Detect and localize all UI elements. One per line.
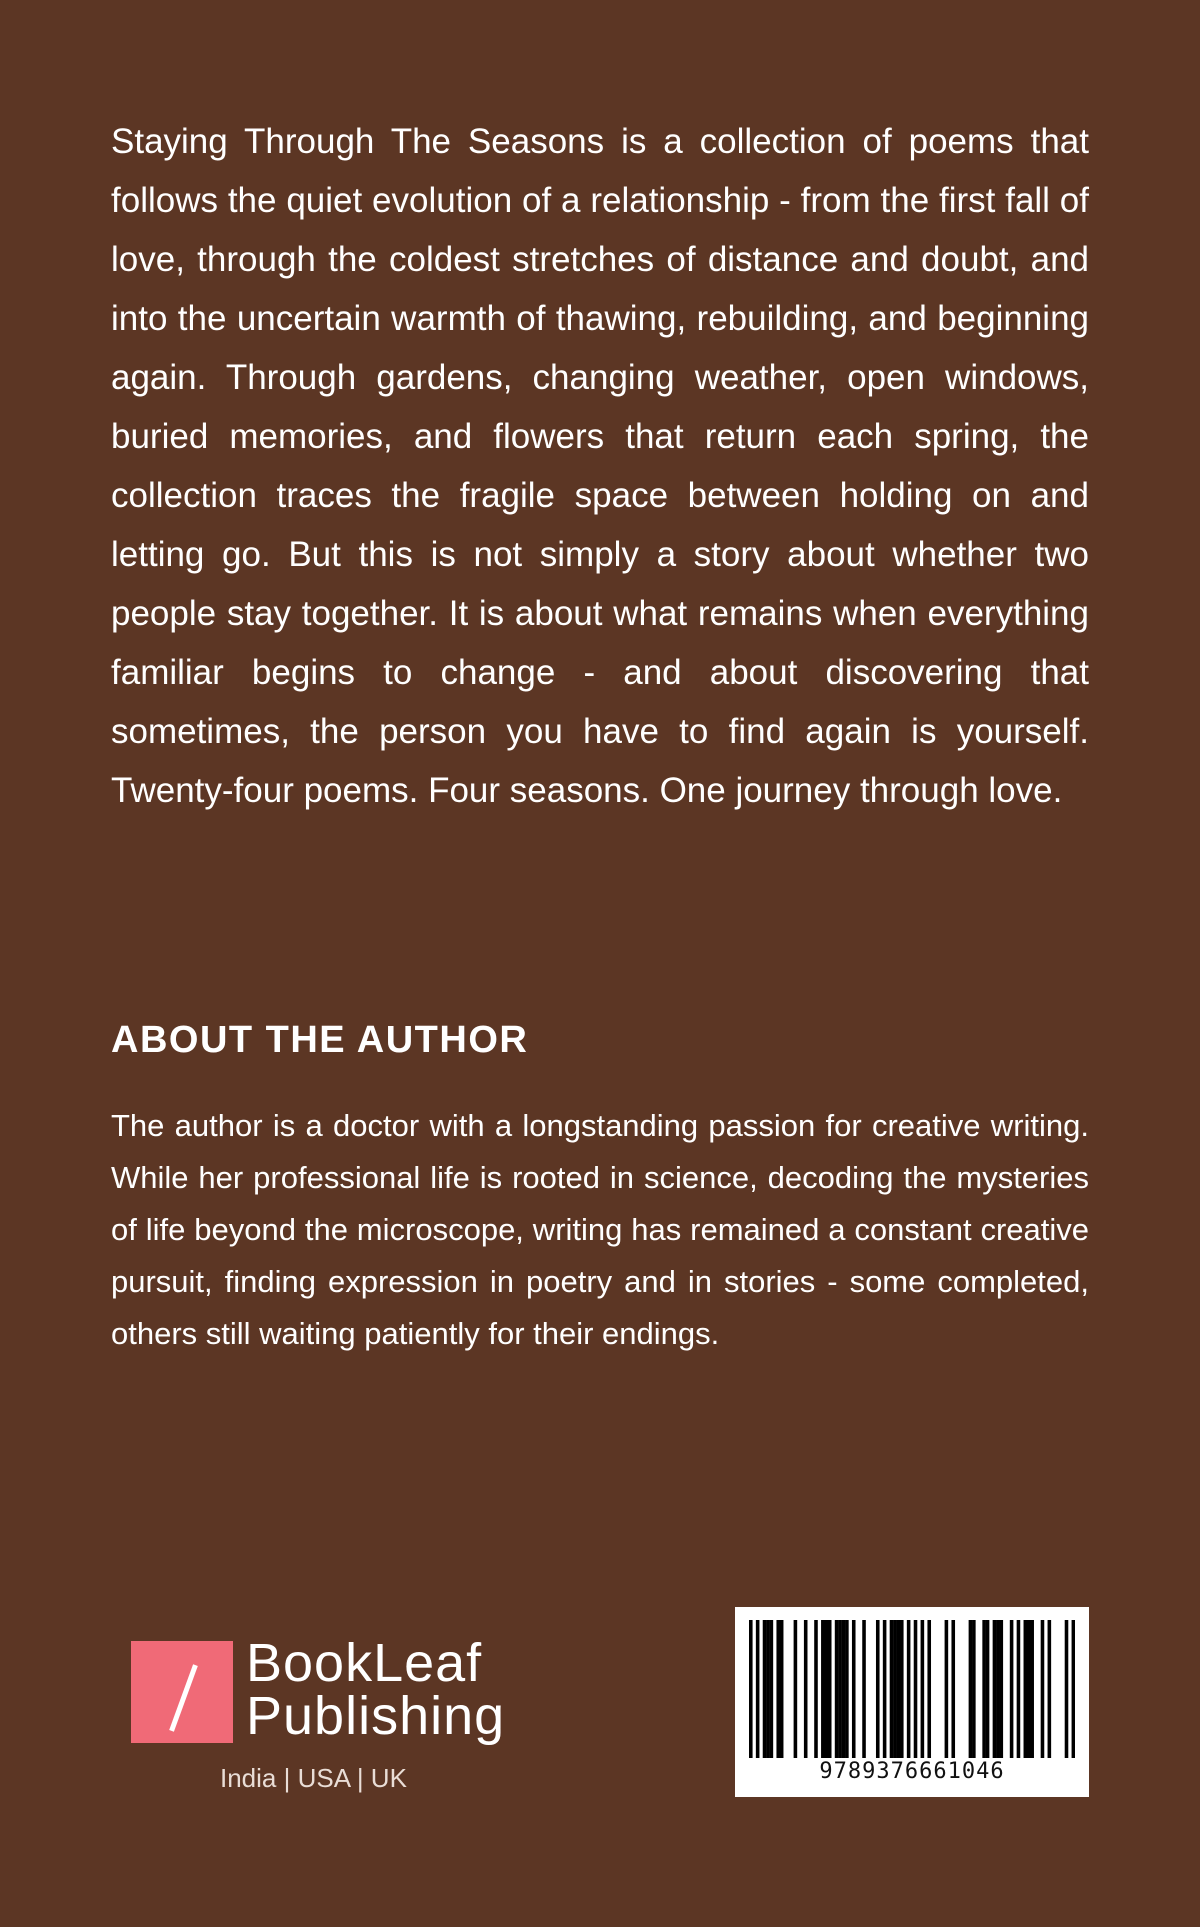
publisher-regions: India | USA | UK (220, 1763, 407, 1793)
barcode-bar (1048, 1620, 1052, 1758)
barcode-bar (927, 1620, 931, 1758)
book-blurb: Staying Through The Seasons is a collection of poems that follows the quiet evolution of a relationship - from the first fall of love, through the coldest stretches of distance and doubt, and into the uncertain warmth of thawing, rebuilding, and beginning again. Through gardens, changing weather, open windows, buried memories, and flowers that return each spring, the collection traces the fragile space between holding on and letting go. But this is not simply a story about whether two people stay together. It is about what remains when everything familiar begins to change - and about discovering that sometimes, the person you have to find again is yourself. Twenty-four poems. Four seasons. One journey through love. (111, 122, 1089, 810)
barcode-bar (821, 1620, 825, 1758)
publisher-name-line1: BookLeaf (246, 1633, 483, 1693)
barcode-bar (1027, 1620, 1031, 1758)
barcode-bar (986, 1620, 990, 1758)
barcode-bars-icon (749, 1620, 1075, 1758)
barcode-bar (1017, 1620, 1021, 1758)
barcode-bar (993, 1620, 997, 1758)
barcode-bar (969, 1620, 973, 1758)
barcode-bar (1000, 1620, 1004, 1758)
publisher-name-line2: Publishing (246, 1686, 506, 1746)
barcode-bar (890, 1620, 894, 1758)
barcode-bar (804, 1620, 808, 1758)
barcode-bar (921, 1620, 925, 1758)
barcode-bar (972, 1620, 976, 1758)
barcode-bar (897, 1620, 901, 1758)
barcode-bar (776, 1620, 780, 1758)
barcode-bar (907, 1620, 911, 1758)
slash-icon (169, 1664, 198, 1731)
publisher-logo-icon (131, 1641, 233, 1743)
barcode-bar (838, 1620, 842, 1758)
barcode-bar (794, 1620, 798, 1758)
barcode-bar (1030, 1620, 1034, 1758)
barcode-bar (996, 1620, 1000, 1758)
barcode-bar (749, 1620, 753, 1758)
barcode-bar (824, 1620, 828, 1758)
barcode-bar (845, 1620, 849, 1758)
barcode-bar (852, 1620, 856, 1758)
barcode-bar (770, 1620, 774, 1758)
barcode-bar (763, 1620, 767, 1758)
barcode-bar (862, 1620, 866, 1758)
barcode-bar (1041, 1620, 1045, 1758)
barcode-bar (893, 1620, 897, 1758)
about-author-heading: ABOUT THE AUTHOR (111, 1019, 529, 1061)
barcode-bar (982, 1620, 986, 1758)
barcode-bar (814, 1620, 818, 1758)
barcode-bar (756, 1620, 760, 1758)
barcode-bar (900, 1620, 904, 1758)
isbn-number: 9789376661046 (819, 1759, 1005, 1784)
about-author-text: The author is a doctor with a longstanding passion for creative writing. While her professional life is rooted in science, decoding the mysteries of life beyond the microscope, writing has remained a constant creative pursuit, finding expression in poetry and in stories - some completed, others still waiting patiently for their endings. (111, 1108, 1089, 1351)
barcode-bar (883, 1620, 887, 1758)
barcode-bar (951, 1620, 955, 1758)
barcode-bar (780, 1620, 784, 1758)
barcode-bar (1065, 1620, 1069, 1758)
barcode-bar (945, 1620, 949, 1758)
isbn-barcode (735, 1607, 1089, 1797)
barcode-bar (914, 1620, 918, 1758)
barcode-bar (766, 1620, 770, 1758)
barcode-bar (842, 1620, 846, 1758)
publisher-block (130, 1633, 510, 1793)
barcode-bar (1024, 1620, 1028, 1758)
barcode-bar (1072, 1620, 1075, 1758)
barcode-bar (828, 1620, 832, 1758)
barcode-bar (1010, 1620, 1014, 1758)
barcode-bar (876, 1620, 880, 1758)
barcode-bar (835, 1620, 839, 1758)
